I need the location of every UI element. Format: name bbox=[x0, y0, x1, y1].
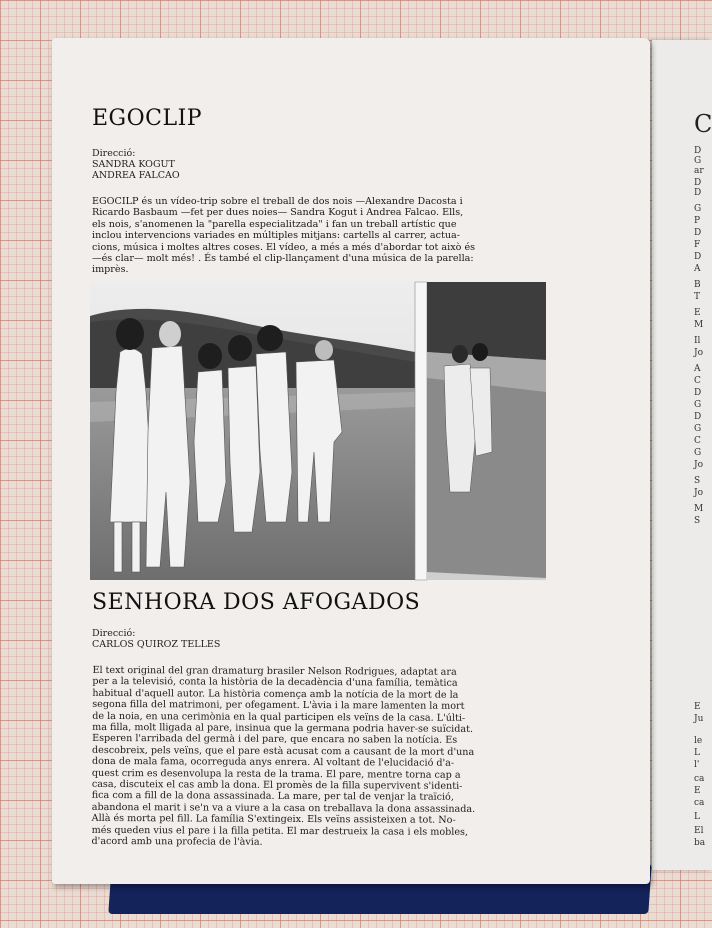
text-line: els nois, s'anomenen la "parella especialitzada" i fan un treball artístic que bbox=[92, 218, 457, 230]
next-page-fragment: D bbox=[694, 388, 702, 398]
next-page-fragment: G bbox=[694, 156, 702, 166]
text-line: fica com a fill de la dona assassinada. La mare, per tal de venjar la traïció, bbox=[91, 790, 454, 804]
next-page-fragment: S bbox=[694, 476, 701, 486]
next-page-fragment: D bbox=[694, 412, 702, 422]
next-page-fragment: S bbox=[694, 516, 701, 526]
next-page-fragment: Ju bbox=[694, 714, 704, 724]
production-photo bbox=[90, 282, 546, 580]
text-line: per a la televisió, conta la història de la decadència d'una família, temàtica bbox=[92, 676, 458, 690]
next-page-fragment: E bbox=[694, 786, 701, 796]
next-page-fragment: L bbox=[694, 812, 700, 822]
senhora-director: CARLOS QUIROZ TELLES bbox=[92, 639, 221, 650]
next-page-fragment: B bbox=[694, 280, 701, 290]
text-line: imprès. bbox=[92, 264, 129, 276]
next-page-fragment: ca bbox=[694, 774, 705, 784]
next-page-fragment: D bbox=[694, 188, 702, 198]
text-line: descobreix, pels veïns, que el pare està acusat com a causant de la mort d'una bbox=[92, 744, 475, 758]
next-page-fragment: El bbox=[694, 826, 704, 836]
text-line: EGOCILP és un vídeo-trip sobre el treball de dos nois —Alexandre Dacosta i bbox=[92, 196, 463, 207]
next-page-fragment: Jo bbox=[694, 460, 704, 470]
next-page-fragment: D bbox=[694, 146, 702, 156]
text-line: inclou intervencions variades en múltiples mitjans: cartells al carrer, actua- bbox=[92, 230, 460, 242]
next-page-heading: C bbox=[694, 110, 712, 138]
next-page-fragment: T bbox=[694, 292, 701, 302]
egoclip-description bbox=[92, 196, 478, 276]
text-line: El text original del gran dramaturg brasiler Nelson Rodrigues, adaptat ara bbox=[92, 664, 457, 678]
next-page-fragment: D bbox=[694, 252, 702, 262]
senhora-description bbox=[92, 665, 513, 850]
text-line: ma filla, molt lligada al pare, insinua que la germana podria haver-se suïcidat. bbox=[92, 721, 474, 735]
next-page-fragment: ba bbox=[694, 838, 706, 848]
next-page-fragment: A bbox=[694, 264, 701, 274]
next-page-fragment: G bbox=[694, 400, 702, 410]
next-page-fragment: P bbox=[694, 216, 701, 226]
next-page-fragment: ar bbox=[694, 166, 704, 176]
text-line: Allà és morta pel fill. La família S'extingeix. Els veïns assisteixen a tot. No- bbox=[91, 813, 456, 827]
text-line: —és clar— molt més! . És també el clip-llançament d'una música de la parella: bbox=[92, 253, 474, 265]
egoclip-director-1: SANDRA KOGUT bbox=[92, 159, 175, 170]
next-page-fragment: le bbox=[694, 736, 703, 746]
next-page bbox=[652, 40, 712, 870]
text-line: segona filla del matrimoni, per ofegament. L'àvia i la mare lamenten la mort bbox=[92, 699, 465, 713]
text-line: d'acord amb una profecia de l'àvia. bbox=[91, 835, 263, 848]
next-page-fragment: M bbox=[694, 320, 704, 330]
text-line: casa, discuteix el cas amb la dona. El promès de la filla supervivent s'identi- bbox=[91, 778, 463, 792]
next-page-fragment: D bbox=[694, 228, 702, 238]
next-page-fragment: C bbox=[694, 436, 701, 446]
next-page-fragment: M bbox=[694, 504, 704, 514]
next-page-fragment: D bbox=[694, 178, 702, 188]
text-line: Ricardo Basbaum —fet per dues noies— Sandra Kogut i Andrea Falcao. Ells, bbox=[92, 207, 464, 219]
next-page-fragment: G bbox=[694, 204, 702, 214]
catalog-page bbox=[52, 38, 650, 884]
next-page-fragment: L bbox=[694, 748, 700, 758]
next-page-fragment: G bbox=[694, 448, 702, 458]
text-line: habitual d'aquell autor. La història comença amb la notícia de la mort de la bbox=[92, 687, 459, 701]
egoclip-direction-label: Direcció: bbox=[92, 148, 136, 159]
next-page-fragment: C bbox=[694, 376, 701, 386]
senhora-title: SENHORA DOS AFOGADOS bbox=[92, 590, 421, 615]
egoclip-title: EGOCLIP bbox=[92, 106, 203, 131]
text-line: dona de mala fama, ocorreguda anys enrera. Al voltant de l'elucidació d'a- bbox=[91, 756, 455, 770]
text-line: quest crim es desenvolupa la resta de la trama. El pare, mentre torna cap a bbox=[91, 767, 461, 781]
text-line: abandona el marit i se'n va a viure a la casa on treballava la dona assassinada. bbox=[91, 801, 476, 815]
next-page-fragment: l' bbox=[694, 760, 700, 770]
next-page-fragment: G bbox=[694, 424, 702, 434]
next-page-fragment: F bbox=[694, 240, 701, 250]
next-page-fragment: Il bbox=[694, 336, 701, 346]
text-line: de la noia, en una cerimònia en la qual participen els veïns de la casa. L'últi- bbox=[92, 710, 466, 724]
egoclip-director-2: ANDREA FALCAO bbox=[92, 170, 180, 181]
text-line: cions, música i moltes altres coses. El vídeo, a més a més d'abordar tot això és bbox=[92, 241, 476, 253]
text-line: més queden vius el pare i la filla petita. El mar destrueix la casa i els mobles, bbox=[91, 824, 469, 838]
next-page-fragment: A bbox=[694, 364, 701, 374]
next-page-fragment: E bbox=[694, 308, 701, 318]
next-page-fragment: Jo bbox=[694, 488, 704, 498]
senhora-direction-label: Direcció: bbox=[92, 628, 136, 639]
text-line: Esperen l'arribada del germà i del pare, que encara no saben la notícia. Es bbox=[92, 733, 458, 747]
next-page-fragment: ca bbox=[694, 798, 705, 808]
next-page-fragment: Jo bbox=[694, 348, 704, 358]
next-page-fragment: E bbox=[694, 702, 701, 712]
